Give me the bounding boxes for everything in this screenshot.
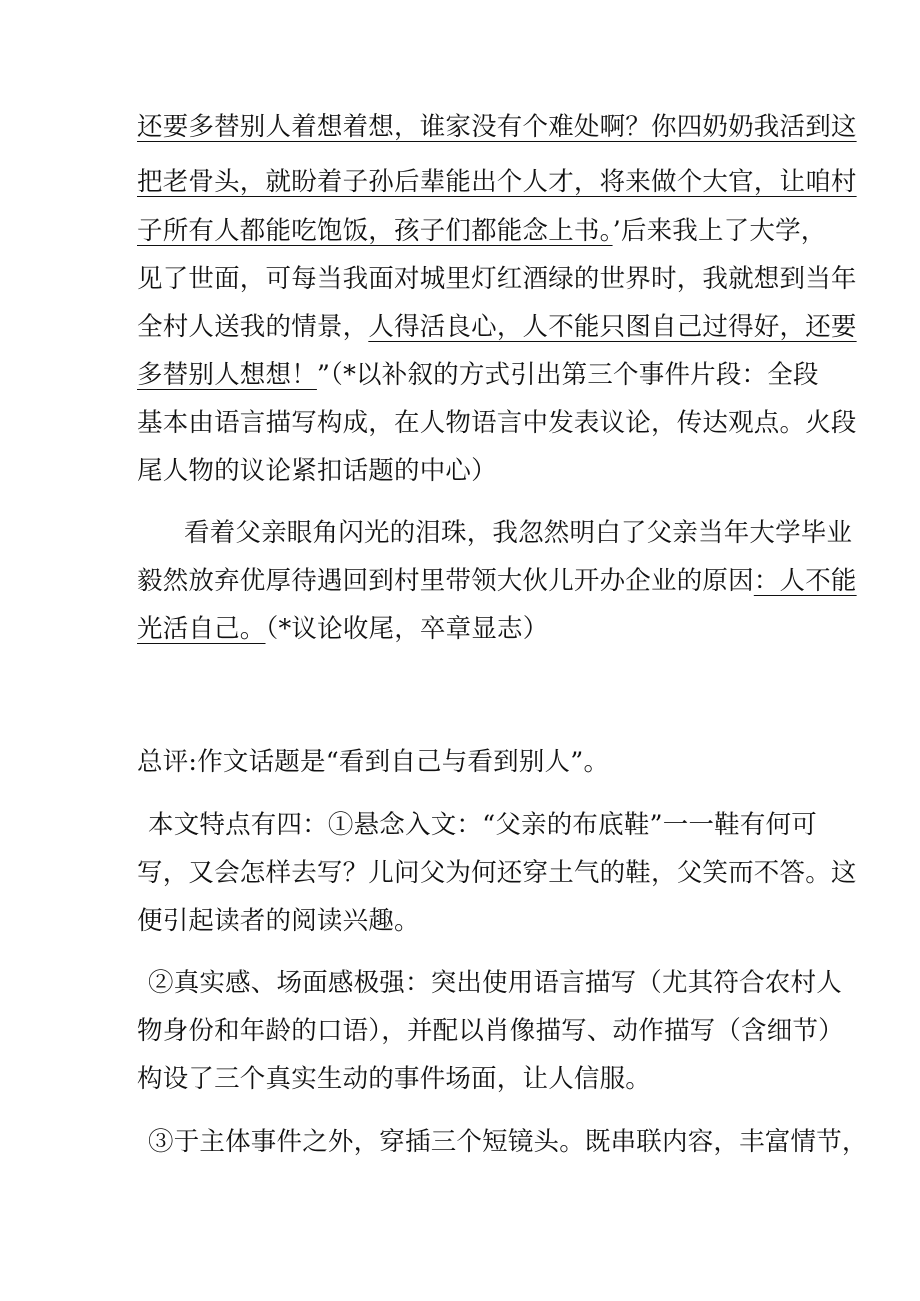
paragraph2-line1 bbox=[184, 513, 852, 553]
summary-point1-line1 bbox=[148, 805, 817, 845]
annotation-text: 基本由语言描写构成，在人物语言中发表议论，传达观点。火段 bbox=[137, 408, 857, 438]
paragraph2-line2 bbox=[137, 561, 857, 601]
body-text: ’后来我上了大学， bbox=[612, 216, 827, 246]
annotation-text: 尾人物的议论紧扣话题的中心） bbox=[137, 456, 497, 486]
paragraph1-line1 bbox=[137, 107, 857, 147]
summary-point2-line1 bbox=[148, 963, 842, 1003]
underlined-quote: 光活自己。 bbox=[137, 614, 266, 644]
body-text: ②真实感、场面感极强：突出使用语言描写（尤其符合农村人 bbox=[148, 968, 842, 998]
underlined-quote: 人得活良心，人不能只图自己过得好，还要 bbox=[368, 312, 857, 342]
body-text: 物身份和年龄的口语），并配以肖像描写、动作描写（含细节） bbox=[137, 1016, 844, 1046]
summary-point2-line3 bbox=[137, 1059, 651, 1099]
paragraph1-line8 bbox=[137, 451, 497, 491]
summary-heading bbox=[137, 742, 609, 782]
paragraph1-line5 bbox=[137, 307, 857, 347]
body-text: 见了世面，可每当我面对城里灯红酒绿的世界时，我就想到当年 bbox=[137, 264, 857, 294]
paragraph1-line4 bbox=[137, 259, 857, 299]
summary-point1-line3 bbox=[137, 901, 420, 941]
paragraph1-line3 bbox=[137, 211, 826, 251]
summary-heading-text: 总评:作文话题是“看到自己与看到别人”。 bbox=[137, 747, 610, 777]
body-text: 全村人送我的情景， bbox=[137, 312, 369, 342]
summary-point2-line2 bbox=[137, 1011, 844, 1051]
paragraph1-line2 bbox=[137, 162, 857, 202]
body-text: 毅然放弃优厚待遇回到村里带领大伙儿开办企业的原因 bbox=[137, 566, 754, 596]
summary-point1-line2 bbox=[137, 853, 857, 893]
paragraph1-line6 bbox=[137, 355, 819, 395]
body-text: ③于主体事件之外，穿插三个短镜头。既串联内容，丰富情节， bbox=[148, 1127, 868, 1157]
body-text: 写，又会怎样去写？儿问父为何还穿土气的鞋，父笑而不答。这 bbox=[137, 858, 857, 888]
underlined-quote: 把老骨头，就盼着子孙后辈能出个人才，将来做个大官，让咱村 bbox=[137, 167, 857, 197]
body-text: 便引起读者的阅读兴趣。 bbox=[137, 906, 420, 936]
underlined-quote: ：人不能 bbox=[753, 566, 857, 596]
annotation-text: （*议论收尾，卒章显志） bbox=[265, 614, 549, 644]
body-text: 看着父亲眼角闪光的泪珠，我忽然明白了父亲当年大学毕业 bbox=[184, 518, 853, 548]
body-text: 构设了三个真实生动的事件场面，让人信服。 bbox=[137, 1064, 652, 1094]
summary-point3-line1 bbox=[148, 1122, 868, 1162]
underlined-quote: 还要多替别人着想着想，谁家没有个难处啊？你四奶奶我活到这 bbox=[137, 112, 857, 142]
underlined-quote: 多替别人想想！ bbox=[137, 360, 317, 390]
underlined-quote: 子所有人都能吃饱饭，孩子们都能念上书。 bbox=[137, 216, 613, 246]
paragraph2-line3 bbox=[137, 609, 548, 649]
paragraph1-line7 bbox=[137, 403, 857, 443]
body-text: 本文特点有四：①悬念入文：“父亲的布底鞋”一一鞋有何可 bbox=[148, 810, 817, 840]
annotation-text: ”（*以补叙的方式引出第三个事件片段：全段 bbox=[316, 360, 819, 390]
